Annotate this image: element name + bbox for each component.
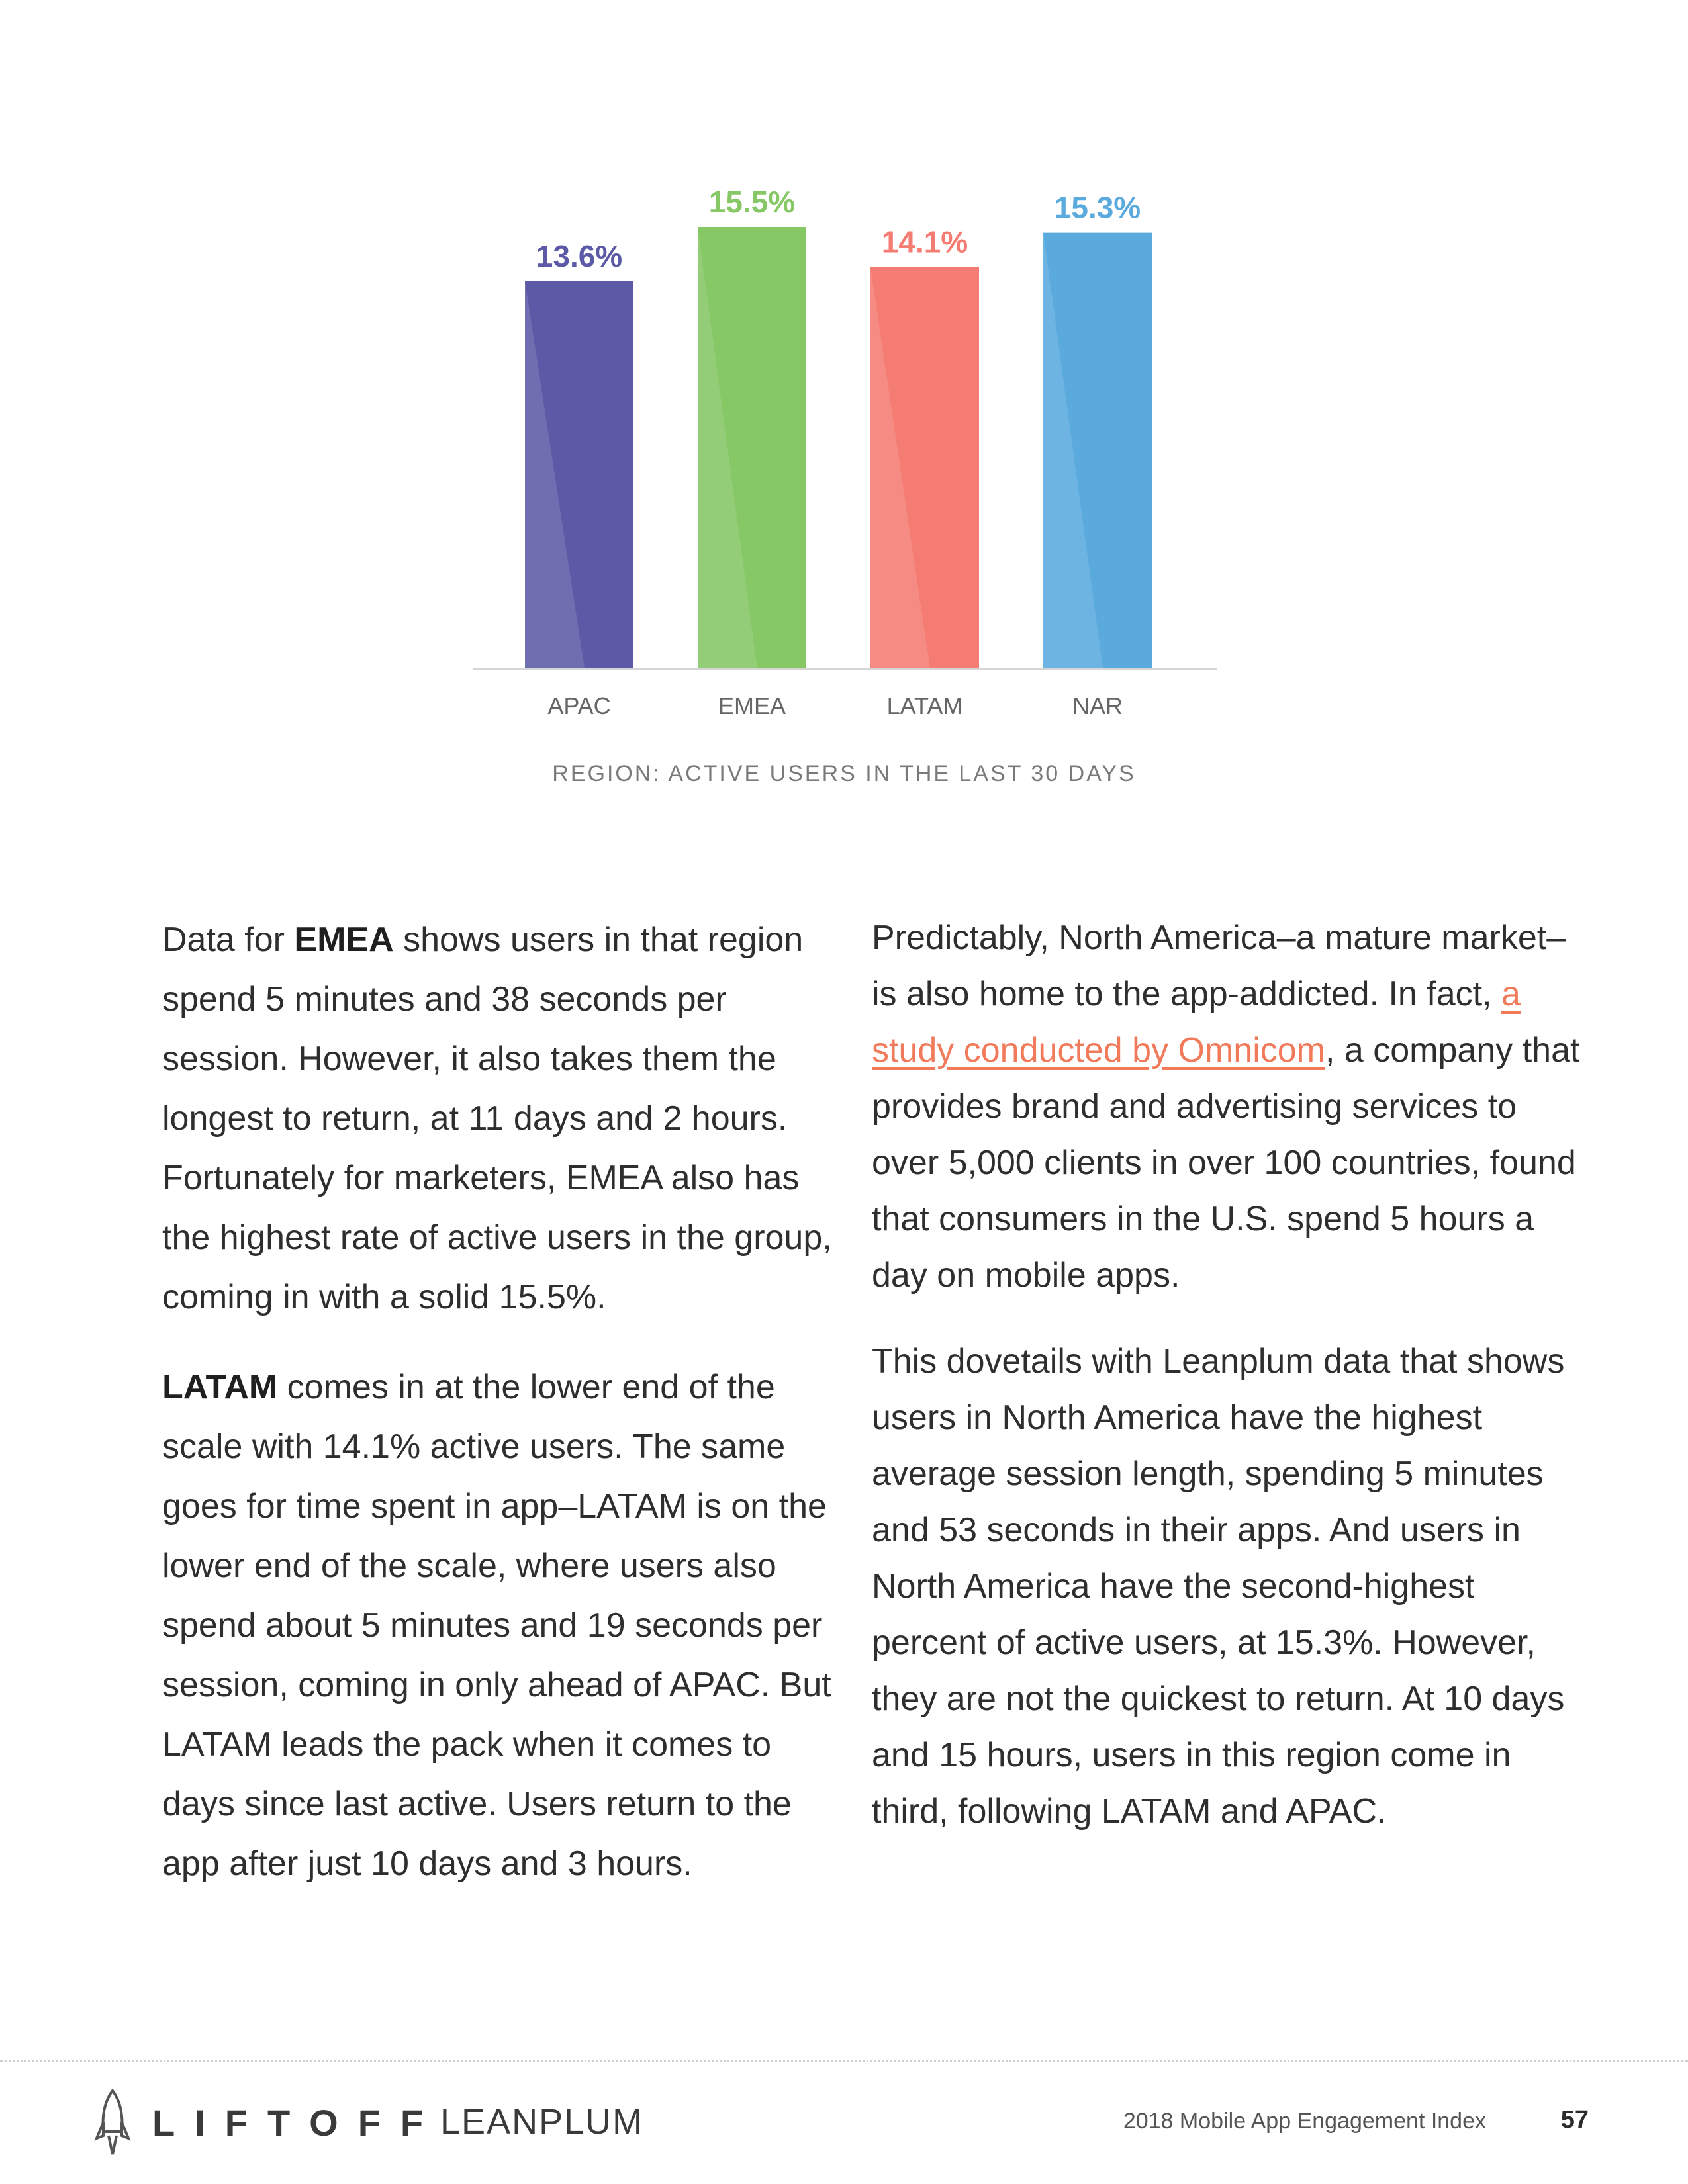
liftoff-logo: LIFTOFF: [152, 2102, 444, 2144]
page-number: 57: [1560, 2106, 1589, 2134]
left-column: [162, 910, 851, 1924]
data-label-apac: 13.6%: [536, 238, 623, 273]
chart-caption: REGION: ACTIVE USERS IN THE LAST 30 DAYS: [552, 761, 1136, 786]
bar-chart: [0, 0, 1688, 741]
paragraph-emea: Data for EMEA shows users in that region spend 5 minutes and 38 seconds per session. However, it also takes them the longest to return, at 11 days and 2 hours. Fortunately for marketers, EMEA also has the highest rate of active users in the group, coming in with a solid 15.5%.: [162, 921, 832, 1316]
category-label-emea: EMEA: [718, 692, 786, 719]
category-label-latam: LATAM: [886, 692, 963, 719]
paragraph-north-america: Predictably, North America–a mature market–is also home to the app-addicted. In fact, a study conducted by Omnicom, a company that provides brand and advertising services to over 5,000 clients in over 100 countries, found that consumers in the U.S. spend 5 hours a day on mobile apps.: [872, 919, 1580, 1295]
category-label-apac: APAC: [547, 692, 611, 719]
latam-bold: LATAM: [162, 1368, 278, 1406]
paragraph-latam: LATAM comes in at the lower end of the scale with 14.1% active users. The same goes for time spent in app–LATAM is on the lower end of the scale, where users also spend about 5 minutes and 19 seconds per session, coming in only ahead of APAC. But LATAM leads the pack when it comes to days since last active. Users return to the app after just 10 days and 3 hours.: [162, 1368, 831, 1883]
publication-title: 2018 Mobile App Engagement Index: [1123, 2109, 1486, 2134]
right-column: [872, 910, 1587, 1870]
leanplum-logo: LEANPLUM: [440, 2102, 644, 2142]
data-label-latam: 14.1%: [881, 224, 968, 259]
omnicom-study-link[interactable]: a study conducted by Omnicom: [872, 975, 1521, 1069]
data-label-emea: 15.5%: [708, 185, 796, 219]
category-label-nar: NAR: [1072, 692, 1123, 719]
data-label-nar: 15.3%: [1054, 190, 1141, 225]
rocket-icon: [93, 2088, 132, 2161]
paragraph-leanplum-data: This dovetails with Leanplum data that shows users in North America have the highest average session length, spending 5 minutes and 53 seconds in their apps. And users in North America have the second-highest percent of active users, at 15.3%. However, they are not the quickest to return. At 10 days and 15 hours, users in this region come in third, following LATAM and APAC.: [872, 1342, 1565, 1831]
emea-bold: EMEA: [294, 921, 394, 959]
footer-divider: [0, 2060, 1688, 2062]
